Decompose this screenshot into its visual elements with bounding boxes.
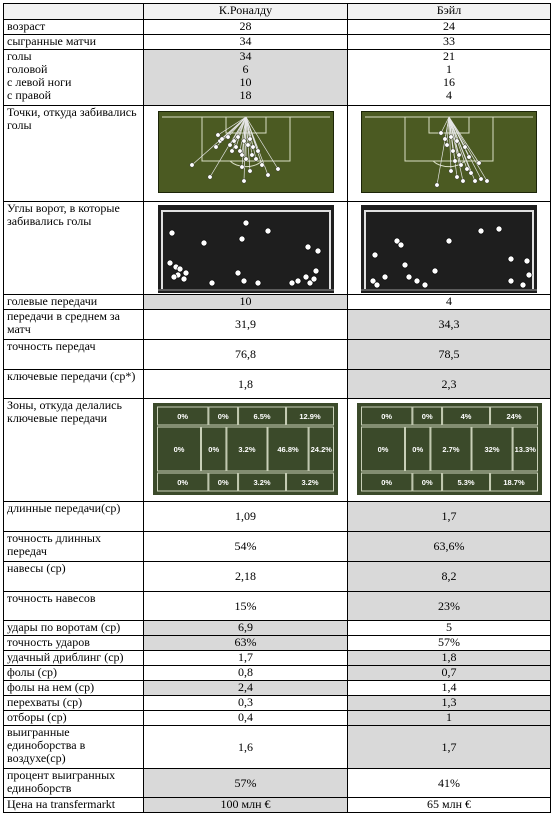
shot-marker bbox=[243, 157, 247, 161]
zone-value: 3.2% bbox=[238, 445, 256, 454]
goal-marker bbox=[313, 268, 319, 274]
shot-marker bbox=[461, 179, 465, 183]
shot-marker bbox=[451, 149, 455, 153]
value-ronaldo-pass-acc: 76,8 bbox=[144, 340, 348, 370]
value-ronaldo-duel-pct: 57% bbox=[144, 769, 348, 798]
zone-value: 0% bbox=[177, 478, 189, 487]
goal-marker bbox=[402, 262, 408, 268]
goal-marker bbox=[171, 274, 177, 280]
value-bale-tackles: 1 bbox=[348, 711, 551, 726]
zone-value: 2.7% bbox=[441, 445, 460, 454]
value-ronaldo-tackles: 0,4 bbox=[144, 711, 348, 726]
zone-value: 12.9% bbox=[299, 412, 321, 421]
label-shot-acc: точность ударов bbox=[4, 636, 144, 651]
shot-marker bbox=[247, 169, 251, 173]
row-shot-acc bbox=[4, 636, 551, 651]
shot-marker bbox=[245, 143, 249, 147]
zone-value: 0% bbox=[380, 412, 392, 421]
zone-value: 4% bbox=[460, 412, 471, 421]
value-ronaldo-goals-left: 10 bbox=[239, 75, 252, 89]
shot-marker bbox=[250, 145, 254, 149]
goal-marker bbox=[209, 280, 215, 286]
label-goal-points: Точки, откуда забивались голы bbox=[4, 106, 144, 202]
value-ronaldo-price: 100 млн € bbox=[144, 798, 348, 813]
shot-marker bbox=[253, 157, 257, 161]
ronaldo-shot-map bbox=[158, 111, 334, 193]
zone-value: 0% bbox=[421, 412, 433, 421]
shot-marker bbox=[457, 153, 461, 157]
label-key-zones: Зоны, откуда делались ключевые передачи bbox=[4, 399, 144, 502]
shot-marker bbox=[229, 149, 233, 153]
value-bale-long-acc: 63,6% bbox=[348, 532, 551, 562]
shot-marker bbox=[439, 131, 443, 135]
zone-value: 3.2% bbox=[301, 478, 319, 487]
label-matches: сыгранные матчи bbox=[4, 35, 144, 50]
shot-marker bbox=[485, 179, 489, 183]
shot-marker bbox=[443, 137, 447, 141]
goal-marker bbox=[406, 274, 412, 280]
goal-marker bbox=[446, 238, 452, 244]
label-assists: голевые передачи bbox=[4, 295, 144, 310]
zone-value: 24.2% bbox=[310, 445, 332, 454]
zone-value: 24% bbox=[506, 412, 522, 421]
goal-marker bbox=[520, 282, 526, 288]
shot-marker bbox=[219, 137, 223, 141]
value-bale-pass-acc: 78,5 bbox=[348, 340, 551, 370]
value-ronaldo-age: 28 bbox=[144, 20, 348, 35]
goal-marker bbox=[422, 282, 428, 288]
goal-marker bbox=[169, 230, 175, 236]
label-goals-head: головой bbox=[7, 62, 48, 76]
zone-value: 46.8% bbox=[277, 445, 299, 454]
value-ronaldo-long-acc: 54% bbox=[144, 532, 348, 562]
value-bale-shot-acc: 57% bbox=[348, 636, 551, 651]
shot-marker bbox=[479, 177, 483, 181]
shot-marker bbox=[275, 167, 279, 171]
goal-marker bbox=[235, 270, 241, 276]
value-ronaldo-matches: 34 bbox=[144, 35, 348, 50]
shot-marker bbox=[467, 155, 471, 159]
shot-marker bbox=[449, 135, 453, 139]
shot-marker bbox=[445, 143, 449, 147]
zone-value: 0% bbox=[208, 445, 220, 454]
row-cross-acc bbox=[4, 592, 551, 621]
value-ronaldo-long-passes: 1,09 bbox=[144, 502, 348, 532]
shot-marker bbox=[239, 153, 243, 157]
label-age: возраст bbox=[4, 20, 144, 35]
value-ronaldo-assists: 10 bbox=[144, 295, 348, 310]
shot-marker bbox=[265, 173, 269, 177]
shot-marker bbox=[463, 145, 467, 149]
value-ronaldo-fouled: 2,4 bbox=[144, 681, 348, 696]
row-fouled bbox=[4, 681, 551, 696]
value-bale-assists: 4 bbox=[348, 295, 551, 310]
label-goals-right: с правой bbox=[7, 88, 52, 102]
row-fouls bbox=[4, 666, 551, 681]
header-ronaldo: К.Роналду bbox=[144, 4, 348, 20]
row-dribbles bbox=[4, 651, 551, 666]
value-bale-age: 24 bbox=[348, 20, 551, 35]
zone-value: 0% bbox=[217, 412, 229, 421]
shot-marker bbox=[249, 153, 253, 157]
value-ronaldo-shots: 6,9 bbox=[144, 621, 348, 636]
cell-ronaldo-goal-map bbox=[144, 202, 348, 295]
row-goal-points bbox=[4, 106, 551, 202]
zone-value: 3.2% bbox=[253, 478, 271, 487]
value-ronaldo-key-passes: 1,8 bbox=[144, 370, 348, 399]
zone-value: 0% bbox=[217, 478, 229, 487]
value-bale-goals-head: 1 bbox=[446, 62, 452, 76]
value-bale-dribbles: 1,8 bbox=[348, 651, 551, 666]
bale-zone-map bbox=[357, 403, 542, 495]
header-bale: Бэйл bbox=[348, 4, 551, 20]
row-goals bbox=[4, 50, 551, 106]
goal-marker bbox=[478, 228, 484, 234]
row-assists bbox=[4, 295, 551, 310]
value-bale-duel-pct: 41% bbox=[348, 769, 551, 798]
row-age bbox=[4, 20, 551, 35]
value-ronaldo-intercepts: 0,3 bbox=[144, 696, 348, 711]
zone-value: 0% bbox=[421, 478, 433, 487]
shot-marker bbox=[233, 145, 237, 149]
zone-value: 5.3% bbox=[457, 478, 475, 487]
goal-marker bbox=[167, 260, 173, 266]
goal-marker bbox=[398, 242, 404, 248]
header-row bbox=[4, 4, 551, 20]
value-ronaldo-crosses: 2,18 bbox=[144, 562, 348, 592]
goal-marker bbox=[382, 274, 388, 280]
value-ronaldo-goals-head: 6 bbox=[242, 62, 249, 76]
value-bale-fouls: 0,7 bbox=[348, 666, 551, 681]
cell-ronaldo-shot-map bbox=[144, 106, 348, 202]
goal-marker bbox=[305, 244, 311, 250]
zone-value: 6.5% bbox=[253, 412, 271, 421]
row-pass-acc bbox=[4, 340, 551, 370]
row-key-zones bbox=[4, 399, 551, 502]
value-bale-price: 65 млн € bbox=[348, 798, 551, 813]
label-crosses: навесы (ср) bbox=[4, 562, 144, 592]
shot-marker bbox=[241, 139, 245, 143]
shot-marker bbox=[213, 145, 217, 149]
value-bale-crosses: 8,2 bbox=[348, 562, 551, 592]
zone-value: 32% bbox=[484, 445, 500, 454]
shot-marker bbox=[207, 175, 211, 179]
value-ronaldo-shot-acc: 63% bbox=[144, 636, 348, 651]
value-bale-matches: 33 bbox=[348, 35, 551, 50]
goal-marker bbox=[496, 226, 502, 232]
goal-marker bbox=[508, 256, 514, 262]
zone-value: 18.7% bbox=[502, 478, 525, 487]
shot-marker bbox=[227, 143, 231, 147]
label-fouls: фолы (ср) bbox=[4, 666, 144, 681]
shot-marker bbox=[435, 183, 439, 187]
value-bale-goals bbox=[348, 50, 551, 106]
value-ronaldo-goals bbox=[144, 50, 348, 106]
value-ronaldo-passes-avg: 31,9 bbox=[144, 310, 348, 340]
header-empty bbox=[4, 4, 144, 20]
bale-shot-map bbox=[361, 111, 537, 193]
label-goal-corners: Углы ворот, в которые забивались голы bbox=[4, 202, 144, 295]
shot-marker bbox=[241, 179, 245, 183]
goal-marker bbox=[311, 276, 317, 282]
row-long-passes bbox=[4, 502, 551, 532]
goal-marker bbox=[183, 270, 189, 276]
value-ronaldo-dribbles: 1,7 bbox=[144, 651, 348, 666]
zone-value: 13.3% bbox=[514, 445, 536, 454]
label-goals-left: с левой ноги bbox=[7, 75, 72, 89]
shot-marker bbox=[225, 135, 229, 139]
row-goal-corners bbox=[4, 202, 551, 295]
goal-marker bbox=[289, 280, 295, 286]
row-aerials bbox=[4, 726, 551, 769]
label-goals bbox=[4, 50, 144, 106]
shot-marker bbox=[215, 133, 219, 137]
goal-marker bbox=[181, 276, 187, 282]
row-intercepts bbox=[4, 696, 551, 711]
value-ronaldo-fouls: 0,8 bbox=[144, 666, 348, 681]
value-bale-key-passes: 2,3 bbox=[348, 370, 551, 399]
goal-marker bbox=[524, 258, 530, 264]
goal-marker bbox=[255, 280, 261, 286]
row-long-acc bbox=[4, 532, 551, 562]
shot-marker bbox=[473, 179, 477, 183]
value-ronaldo-cross-acc: 15% bbox=[144, 592, 348, 621]
value-bale-aerials: 1,7 bbox=[348, 726, 551, 769]
shot-marker bbox=[239, 165, 243, 169]
label-passes-avg: передачи в среднем за матч bbox=[4, 310, 144, 340]
value-bale-goals-left: 16 bbox=[443, 75, 455, 89]
label-shots: удары по воротам (ср) bbox=[4, 621, 144, 636]
label-cross-acc: точность навесов bbox=[4, 592, 144, 621]
goal-marker bbox=[177, 266, 183, 272]
goal-marker bbox=[241, 278, 247, 284]
bale-goal-map bbox=[361, 205, 537, 293]
value-bale-shots: 5 bbox=[348, 621, 551, 636]
value-bale-goals-total: 21 bbox=[443, 49, 455, 63]
label-pass-acc: точность передач bbox=[4, 340, 144, 370]
shot-marker bbox=[477, 161, 481, 165]
goal-marker bbox=[526, 272, 532, 278]
label-aerials: выигранные единоборства в воздухе(ср) bbox=[4, 726, 144, 769]
shot-marker bbox=[189, 163, 193, 167]
shot-marker bbox=[231, 139, 235, 143]
shot-marker bbox=[453, 159, 457, 163]
shot-marker bbox=[255, 149, 259, 153]
zone-value: 0% bbox=[177, 412, 189, 421]
goal-marker bbox=[295, 278, 301, 284]
value-ronaldo-goals-total: 34 bbox=[239, 49, 252, 63]
goal-marker bbox=[265, 228, 271, 234]
label-price: Цена на transfermarkt bbox=[4, 798, 144, 813]
value-ronaldo-goals-right: 18 bbox=[239, 88, 252, 102]
label-tackles: отборы (ср) bbox=[4, 711, 144, 726]
value-ronaldo-aerials: 1,6 bbox=[144, 726, 348, 769]
goal-marker bbox=[432, 268, 438, 274]
cell-bale-shot-map bbox=[348, 106, 551, 202]
label-long-acc: точность длинных передач bbox=[4, 532, 144, 562]
goal-marker bbox=[508, 278, 514, 284]
value-bale-cross-acc: 23% bbox=[348, 592, 551, 621]
goal-marker bbox=[372, 252, 378, 258]
zone-value: 0% bbox=[173, 445, 185, 454]
row-duel-pct bbox=[4, 769, 551, 798]
shot-marker bbox=[449, 169, 453, 173]
zone-value: 0% bbox=[380, 478, 392, 487]
shot-marker bbox=[469, 171, 473, 175]
row-tackles bbox=[4, 711, 551, 726]
ronaldo-goal-map bbox=[158, 205, 334, 293]
value-bale-long-passes: 1,7 bbox=[348, 502, 551, 532]
shot-marker bbox=[237, 149, 241, 153]
label-dribbles: удачный дриблинг (ср) bbox=[4, 651, 144, 666]
row-price bbox=[4, 798, 551, 813]
shot-marker bbox=[259, 163, 263, 167]
value-bale-passes-avg: 34,3 bbox=[348, 310, 551, 340]
goal-marker bbox=[201, 240, 207, 246]
shot-marker bbox=[235, 135, 239, 139]
value-bale-goals-right: 4 bbox=[446, 88, 452, 102]
shot-marker bbox=[459, 163, 463, 167]
row-matches bbox=[4, 35, 551, 50]
zone-value: 0% bbox=[377, 445, 388, 454]
row-crosses bbox=[4, 562, 551, 592]
cell-ronaldo-zones bbox=[144, 399, 348, 502]
goal-marker bbox=[315, 248, 321, 254]
cell-bale-zones bbox=[348, 399, 551, 502]
label-long-passes: длинные передачи(ср) bbox=[4, 502, 144, 532]
value-bale-fouled: 1,4 bbox=[348, 681, 551, 696]
goal-marker bbox=[239, 236, 245, 242]
label-fouled: фолы на нем (ср) bbox=[4, 681, 144, 696]
goal-marker bbox=[243, 220, 249, 226]
goal-marker bbox=[414, 278, 420, 284]
row-passes-avg bbox=[4, 310, 551, 340]
goal-marker bbox=[303, 274, 309, 280]
zone-value: 0% bbox=[411, 445, 423, 454]
cell-bale-goal-map bbox=[348, 202, 551, 295]
ronaldo-zone-map bbox=[153, 403, 338, 495]
label-intercepts: перехваты (ср) bbox=[4, 696, 144, 711]
goal-marker bbox=[374, 282, 380, 288]
label-goals-total: голы bbox=[7, 49, 32, 63]
shot-marker bbox=[465, 167, 469, 171]
row-key-passes bbox=[4, 370, 551, 399]
row-shots bbox=[4, 621, 551, 636]
label-duel-pct: процент выигранных единоборств bbox=[4, 769, 144, 798]
label-key-passes: ключевые передачи (ср*) bbox=[4, 370, 144, 399]
shot-marker bbox=[247, 137, 251, 141]
shot-marker bbox=[455, 139, 459, 143]
shot-marker bbox=[455, 175, 459, 179]
comparison-table bbox=[3, 3, 551, 813]
value-bale-intercepts: 1,3 bbox=[348, 696, 551, 711]
